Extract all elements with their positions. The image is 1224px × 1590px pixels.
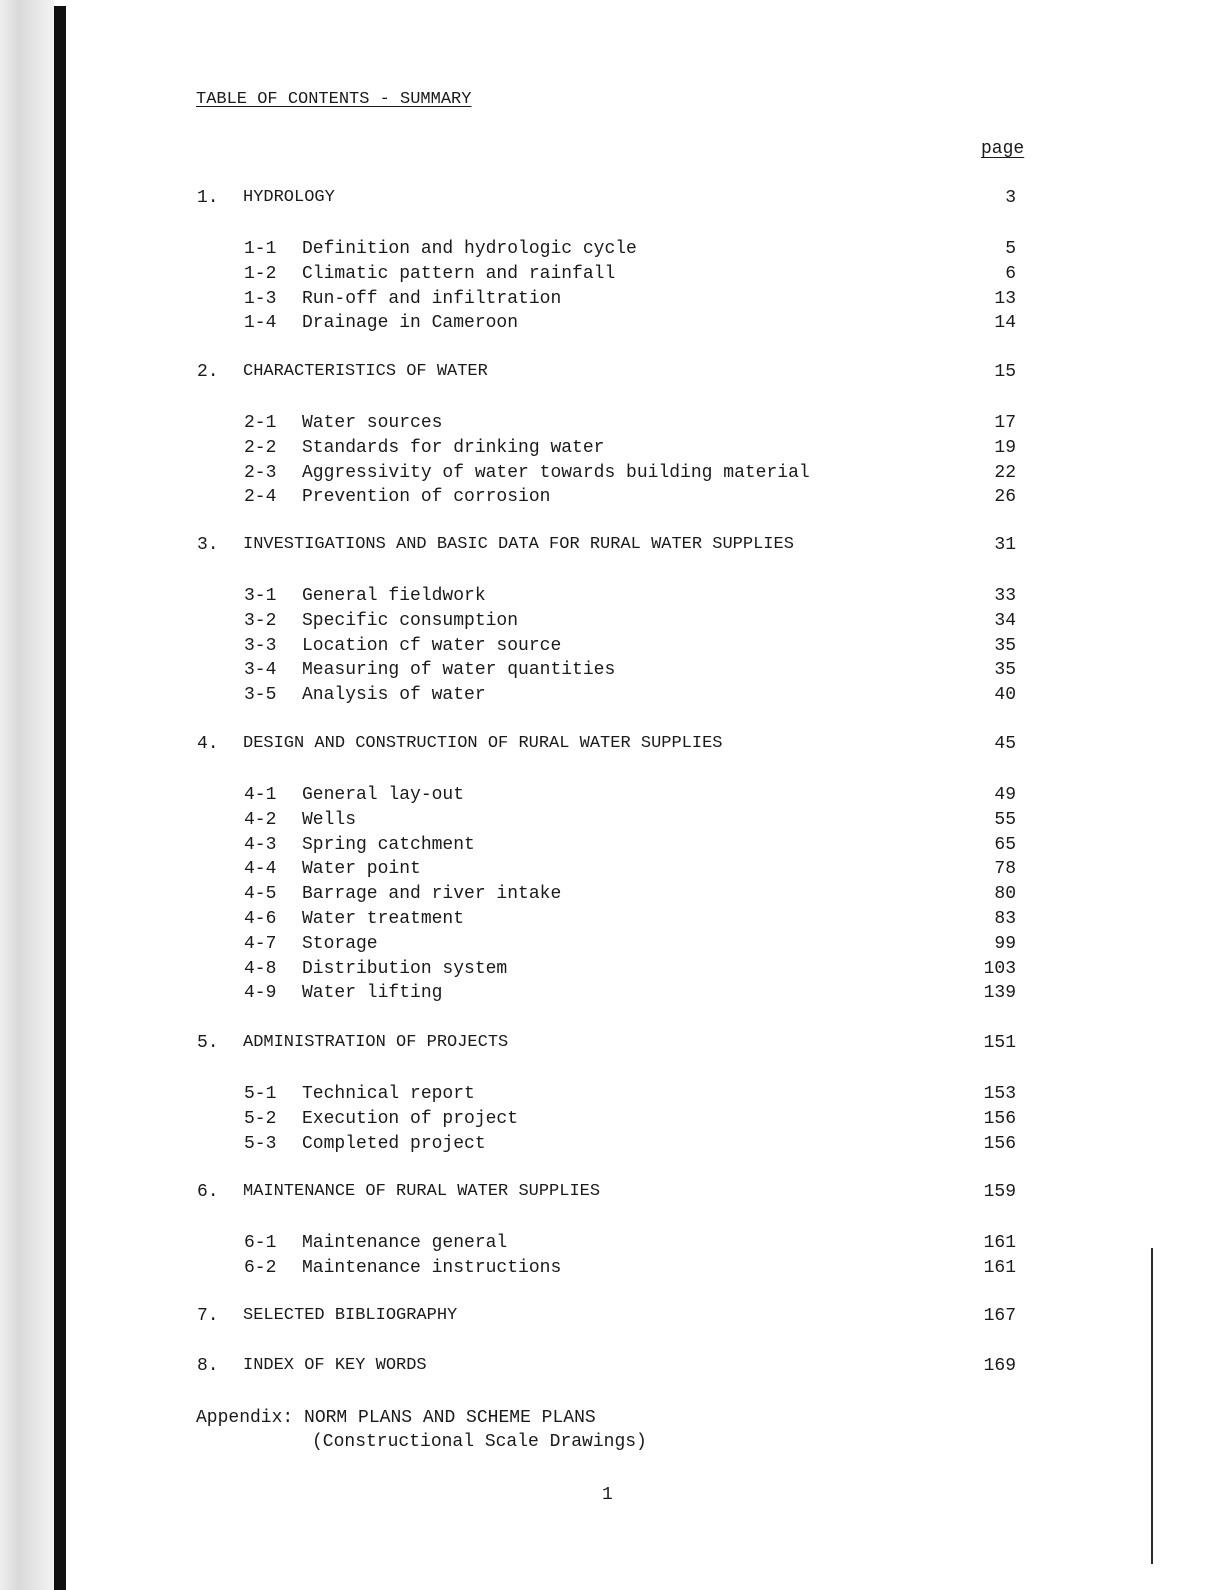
section-page: 3 bbox=[1005, 188, 1016, 208]
toc-subsection-row bbox=[0, 934, 1224, 958]
subsection-number: 4-8 bbox=[244, 958, 277, 979]
section-number: 3. bbox=[197, 535, 219, 555]
subsection-page: 156 bbox=[983, 1108, 1016, 1129]
subsection-page: 161 bbox=[983, 1233, 1016, 1253]
subsection-title: Maintenance instructions bbox=[302, 1257, 562, 1278]
toc-section-row bbox=[0, 188, 1224, 212]
subsection-page: 153 bbox=[983, 1084, 1016, 1104]
subsection-number: 1-3 bbox=[244, 288, 277, 309]
subsection-number: 3-5 bbox=[244, 685, 277, 706]
toc-subsection-row bbox=[0, 1258, 1224, 1282]
section-page: 31 bbox=[994, 535, 1016, 555]
subsection-page: 22 bbox=[994, 462, 1016, 483]
subsection-page: 13 bbox=[994, 288, 1016, 309]
subsection-title: Prevention of corrosion bbox=[302, 487, 551, 508]
subsection-page: 83 bbox=[994, 909, 1016, 929]
subsection-title: Water point bbox=[302, 859, 421, 880]
subsection-number: 3-3 bbox=[244, 635, 277, 656]
page-title: TABLE OF CONTENTS - SUMMARY bbox=[196, 90, 472, 109]
subsection-number: 4-1 bbox=[244, 785, 277, 805]
toc-section-row bbox=[0, 1306, 1224, 1330]
subsection-title: Distribution system bbox=[302, 958, 508, 979]
subsection-page: 35 bbox=[994, 635, 1016, 656]
subsection-title: Wells bbox=[302, 809, 357, 830]
toc-section-row bbox=[0, 1033, 1224, 1057]
toc-subsection-row bbox=[0, 959, 1224, 983]
toc-subsection-row bbox=[0, 413, 1224, 437]
subsection-page: 17 bbox=[994, 413, 1016, 433]
section-title: HYDROLOGY bbox=[243, 188, 335, 207]
subsection-title: Storage bbox=[302, 933, 378, 954]
subsection-number: 2-2 bbox=[244, 437, 277, 458]
subsection-page: 33 bbox=[994, 586, 1016, 606]
toc-section-row bbox=[0, 734, 1224, 758]
subsection-page: 6 bbox=[1005, 263, 1016, 284]
subsection-number: 4-9 bbox=[244, 983, 277, 1004]
subsection-page: 26 bbox=[994, 487, 1016, 508]
subsection-number: 1-1 bbox=[244, 239, 277, 259]
subsection-title: Drainage in Cameroon bbox=[302, 313, 519, 334]
section-page: 45 bbox=[994, 734, 1016, 754]
section-page: 15 bbox=[994, 362, 1016, 382]
subsection-title: Completed project bbox=[302, 1133, 486, 1154]
subsection-number: 1-4 bbox=[244, 313, 277, 334]
subsection-page: 139 bbox=[983, 983, 1016, 1004]
toc-subsection-row bbox=[0, 909, 1224, 933]
toc-subsection-row bbox=[0, 463, 1224, 487]
subsection-title: Technical report bbox=[302, 1084, 475, 1104]
subsection-number: 4-3 bbox=[244, 834, 277, 855]
toc-subsection-row bbox=[0, 810, 1224, 834]
subsection-title: Location cf water source bbox=[302, 635, 562, 656]
subsection-title: Spring catchment bbox=[302, 834, 475, 855]
subsection-number: 2-4 bbox=[244, 487, 277, 508]
section-number: 4. bbox=[197, 734, 219, 754]
subsection-title: Aggressivity of water towards building material bbox=[302, 462, 810, 483]
appendix-label: Appendix: bbox=[196, 1408, 294, 1428]
section-title: CHARACTERISTICS OF WATER bbox=[243, 362, 488, 381]
toc-subsection-row bbox=[0, 1084, 1224, 1108]
section-page: 151 bbox=[983, 1033, 1016, 1053]
section-title: INDEX OF KEY WORDS bbox=[243, 1356, 427, 1375]
appendix-title: NORM PLANS AND SCHEME PLANS bbox=[304, 1408, 596, 1428]
subsection-number: 4-6 bbox=[244, 909, 277, 929]
toc-subsection-row bbox=[0, 660, 1224, 684]
section-page: 169 bbox=[983, 1356, 1016, 1376]
subsection-page: 49 bbox=[994, 785, 1016, 805]
subsection-page: 40 bbox=[994, 685, 1016, 706]
toc-subsection-row bbox=[0, 983, 1224, 1007]
subsection-number: 6-1 bbox=[244, 1233, 277, 1253]
toc-section-row bbox=[0, 362, 1224, 386]
subsection-number: 5-1 bbox=[244, 1084, 277, 1104]
toc-subsection-row bbox=[0, 438, 1224, 462]
subsection-title: Water treatment bbox=[302, 909, 465, 929]
subsection-number: 3-2 bbox=[244, 610, 277, 631]
subsection-page: 80 bbox=[994, 884, 1016, 905]
subsection-number: 3-1 bbox=[244, 586, 277, 606]
section-title: SELECTED BIBLIOGRAPHY bbox=[243, 1306, 458, 1325]
section-number: 5. bbox=[197, 1033, 219, 1053]
subsection-number: 4-5 bbox=[244, 884, 277, 905]
section-page: 159 bbox=[983, 1182, 1016, 1202]
toc-subsection-row bbox=[0, 1134, 1224, 1158]
appendix-entry bbox=[196, 1406, 647, 1454]
subsection-title: Measuring of water quantities bbox=[302, 660, 616, 681]
subsection-page: 156 bbox=[983, 1133, 1016, 1154]
subsection-title: Standards for drinking water bbox=[302, 437, 605, 458]
toc-subsection-row bbox=[0, 586, 1224, 610]
subsection-number: 4-4 bbox=[244, 859, 277, 880]
toc-subsection-row bbox=[0, 859, 1224, 883]
subsection-number: 3-4 bbox=[244, 660, 277, 681]
subsection-title: Execution of project bbox=[302, 1108, 519, 1129]
subsection-title: Climatic pattern and rainfall bbox=[302, 263, 616, 284]
toc-subsection-row bbox=[0, 685, 1224, 709]
section-number: 7. bbox=[197, 1306, 219, 1326]
page-number: 1 bbox=[602, 1485, 613, 1505]
section-number: 1. bbox=[197, 188, 219, 208]
section-title: MAINTENANCE OF RURAL WATER SUPPLIES bbox=[243, 1182, 601, 1201]
subsection-number: 1-2 bbox=[244, 263, 277, 284]
section-page: 167 bbox=[983, 1306, 1016, 1326]
subsection-number: 2-3 bbox=[244, 462, 277, 483]
subsection-page: 65 bbox=[994, 834, 1016, 855]
subsection-number: 2-1 bbox=[244, 413, 277, 433]
section-title: INVESTIGATIONS AND BASIC DATA FOR RURAL WATER SUPPLIES bbox=[243, 535, 794, 554]
section-title: DESIGN AND CONSTRUCTION OF RURAL WATER SUPPLIES bbox=[243, 734, 723, 753]
subsection-page: 19 bbox=[994, 437, 1016, 458]
toc-subsection-row bbox=[0, 289, 1224, 313]
subsection-title: Maintenance general bbox=[302, 1233, 508, 1253]
subsection-title: General fieldwork bbox=[302, 586, 486, 606]
toc-subsection-row bbox=[0, 487, 1224, 511]
subsection-title: Water sources bbox=[302, 413, 443, 433]
subsection-page: 5 bbox=[1005, 239, 1016, 259]
subsection-number: 5-2 bbox=[244, 1108, 277, 1129]
subsection-page: 34 bbox=[994, 610, 1016, 631]
toc-subsection-row bbox=[0, 636, 1224, 660]
subsection-number: 6-2 bbox=[244, 1257, 277, 1278]
toc-subsection-row bbox=[0, 313, 1224, 337]
toc-section-row bbox=[0, 1182, 1224, 1206]
subsection-number: 5-3 bbox=[244, 1133, 277, 1154]
toc-subsection-row bbox=[0, 785, 1224, 809]
section-number: 6. bbox=[197, 1182, 219, 1202]
subsection-title: Definition and hydrologic cycle bbox=[302, 239, 637, 259]
subsection-page: 103 bbox=[983, 958, 1016, 979]
subsection-title: Water lifting bbox=[302, 983, 443, 1004]
toc-section-row bbox=[0, 1356, 1224, 1380]
subsection-page: 99 bbox=[994, 933, 1016, 954]
toc-section-row bbox=[0, 535, 1224, 559]
subsection-page: 161 bbox=[983, 1257, 1016, 1278]
appendix-subtitle: (Constructional Scale Drawings) bbox=[312, 1432, 647, 1452]
subsection-page: 35 bbox=[994, 660, 1016, 681]
subsection-title: Analysis of water bbox=[302, 685, 486, 706]
toc-subsection-row bbox=[0, 611, 1224, 635]
subsection-title: Barrage and river intake bbox=[302, 884, 562, 905]
toc-subsection-row bbox=[0, 1109, 1224, 1133]
toc-subsection-row bbox=[0, 264, 1224, 288]
page-column-header: page bbox=[981, 139, 1025, 159]
section-number: 2. bbox=[197, 362, 219, 382]
subsection-page: 55 bbox=[994, 809, 1016, 830]
subsection-title: Specific consumption bbox=[302, 610, 519, 631]
subsection-number: 4-2 bbox=[244, 809, 277, 830]
toc-subsection-row bbox=[0, 239, 1224, 263]
toc-subsection-row bbox=[0, 884, 1224, 908]
toc-subsection-row bbox=[0, 835, 1224, 859]
subsection-title: General lay-out bbox=[302, 785, 465, 805]
toc-subsection-row bbox=[0, 1233, 1224, 1257]
subsection-title: Run-off and infiltration bbox=[302, 288, 562, 309]
subsection-page: 78 bbox=[994, 859, 1016, 880]
subsection-number: 4-7 bbox=[244, 933, 277, 954]
subsection-page: 14 bbox=[994, 313, 1016, 334]
section-title: ADMINISTRATION OF PROJECTS bbox=[243, 1033, 509, 1052]
section-number: 8. bbox=[197, 1356, 219, 1376]
